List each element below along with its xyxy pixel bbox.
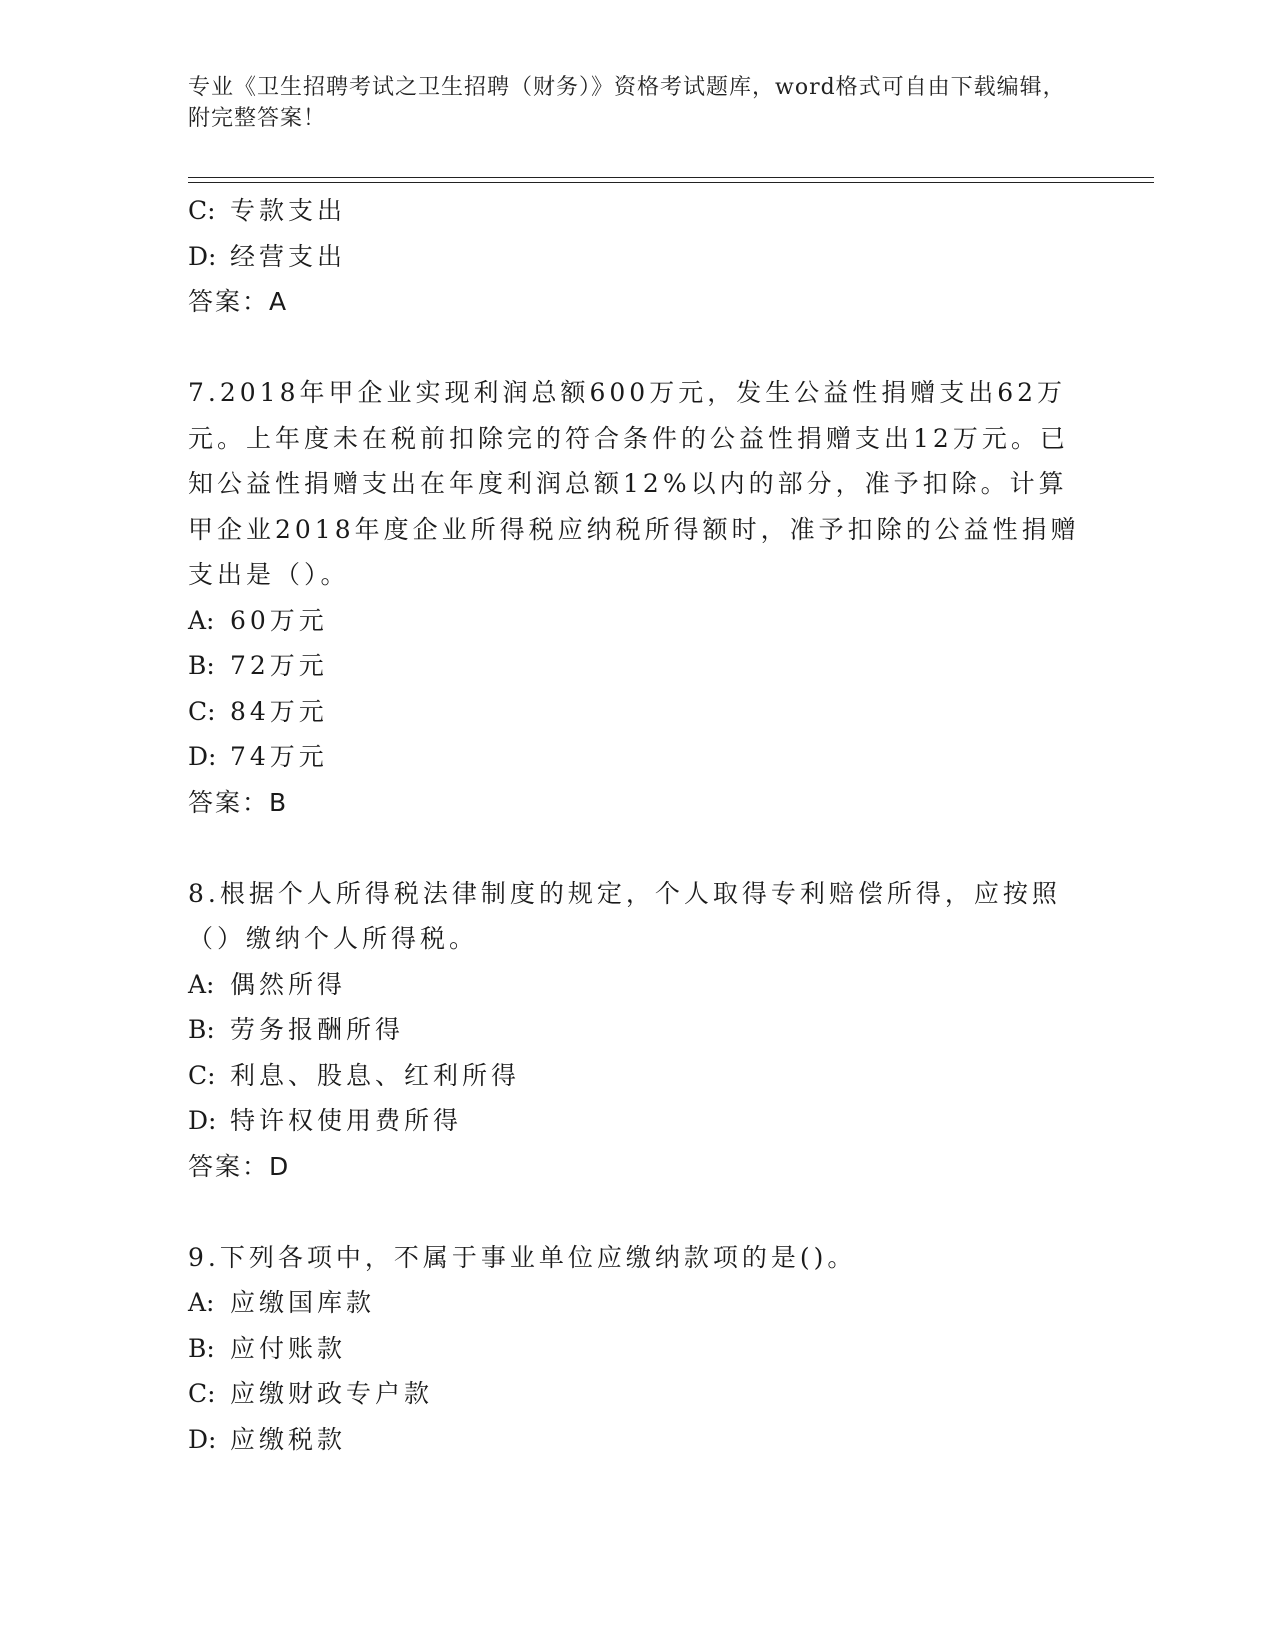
option-key: A: [188, 605, 215, 635]
option-key: D: [188, 742, 217, 771]
document-header: 专业《卫生招聘考试之卫生招聘（财务）》资格考试题库，word格式可自由下载编辑，附完整答案！ [188, 75, 1066, 131]
option-text: 利息、股息、红利所得 [230, 1060, 521, 1090]
option-key: C: [188, 1379, 216, 1408]
answer-line: 答案：D [188, 1151, 291, 1181]
option-key: A: [188, 969, 215, 999]
option-d [188, 1417, 1088, 1463]
option-text: 应缴财政专户款 [230, 1379, 434, 1408]
option-a [188, 962, 1088, 1008]
option-text: 84万元 [230, 696, 328, 726]
option-c [188, 1053, 1088, 1099]
answer-line: 答案：A [188, 287, 289, 316]
header-rule-top [188, 177, 1154, 178]
option-key: C: [188, 696, 216, 726]
option-text: 应付账款 [230, 1333, 347, 1363]
option-text: 应缴税款 [230, 1424, 347, 1454]
question-content [188, 188, 1088, 1462]
option-d [188, 734, 1088, 780]
option-key: B: [188, 651, 215, 680]
option-c [188, 689, 1088, 735]
option-key: A: [188, 1288, 215, 1317]
option-d [188, 234, 1088, 280]
option-text: 专款支出 [230, 196, 347, 225]
option-d [188, 1098, 1088, 1144]
option-text: 特许权使用费所得 [230, 1106, 463, 1135]
option-c [188, 1371, 1088, 1417]
option-text: 偶然所得 [230, 969, 347, 999]
option-b [188, 1326, 1088, 1372]
option-c [188, 188, 1088, 234]
option-b [188, 643, 1088, 689]
option-text: 60万元 [230, 605, 328, 635]
question-7-text: 7.2018年甲企业实现利润总额600万元，发生公益性捐赠支出62万元。上年度未在税前扣除完的符合条件的公益性捐赠支出12万元。已知公益性捐赠支出在年度利润总额12%以内的部分，准予扣除。计算甲企业2018年度企业所得税应纳税所得额时，准予扣除的公益性捐赠支出是（）。 [188, 378, 1080, 589]
question-9-text: 9.下列各项中，不属于事业单位应缴纳款项的是()。 [188, 1242, 857, 1272]
option-key: D: [188, 241, 217, 271]
option-text: 劳务报酬所得 [230, 1015, 405, 1044]
option-a [188, 1280, 1088, 1326]
option-text: 经营支出 [230, 241, 347, 271]
spacer [188, 325, 1088, 371]
spacer [188, 1189, 1088, 1235]
option-b [188, 1007, 1088, 1053]
spacer [188, 825, 1088, 871]
option-text: 72万元 [230, 651, 328, 680]
option-key: C: [188, 196, 216, 225]
option-key: D: [188, 1106, 217, 1135]
option-key: D: [188, 1424, 217, 1454]
option-key: B: [188, 1015, 215, 1044]
option-text: 应缴国库款 [230, 1288, 376, 1317]
option-key: B: [188, 1333, 215, 1363]
option-key: C: [188, 1060, 216, 1090]
answer-line: 答案：B [188, 787, 289, 817]
question-8-text: 8.根据个人所得税法律制度的规定，个人取得专利赔偿所得，应按照（）缴纳个人所得税。 [188, 878, 1061, 953]
header-rule-bottom [188, 182, 1154, 183]
option-text: 74万元 [230, 742, 328, 771]
option-a [188, 598, 1088, 644]
